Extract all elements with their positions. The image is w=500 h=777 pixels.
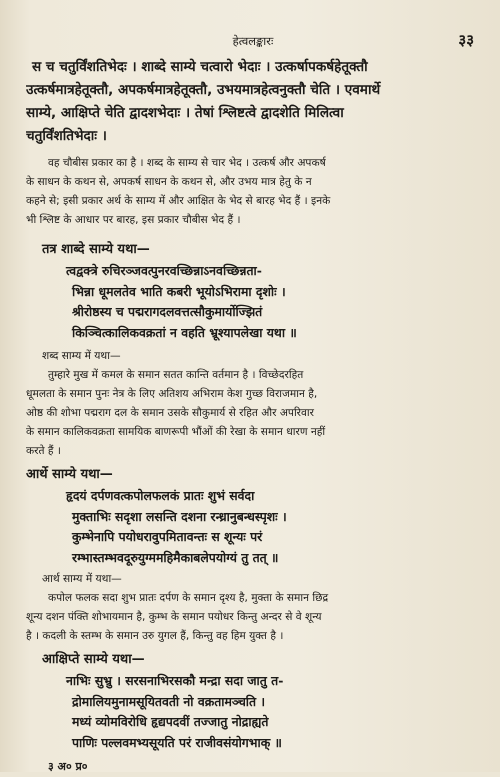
text-line: स च चतुर्विंशतिभेदः । शाब्दे साम्ये चत्वारो भेदाः । उत्कर्षापकर्षहेतूक्तौ: [32, 59, 368, 75]
text-line: के साधन के कथन से, अपकर्ष साधन के कथन से, और उभय मात्र हेतु के न: [26, 176, 312, 188]
text-line: ओष्ठ की शोभा पद्मराग दल के समान उसके सौकुमार्य से रहित और अपरिवार: [26, 407, 314, 419]
text-line: चतुर्विंशतिभेदाः ।: [26, 128, 107, 144]
verse-line: श्रीरोष्ठस्य च पद्मरागदलवत्तत्सौकुमार्योज्झितं: [72, 304, 263, 319]
section-heading: आर्थे साम्ये यथा—: [26, 467, 113, 482]
text-line: धूमलता के समान पुनः नेत्र के लिए अतिशय अभिराम केश गुच्छ विराजमान है,: [26, 388, 318, 400]
running-title: हेत्वलङ्कारः: [232, 34, 274, 48]
text-line: करते हैं ।: [26, 445, 61, 457]
page-header: [26, 30, 480, 56]
section-shabda: [26, 238, 480, 461]
intro-sanskrit-paragraph: [26, 56, 480, 148]
text-line: वह चौबीस प्रकार का है । शब्द के साम्य से चार भेद । उत्कर्ष और अपकर्ष: [48, 157, 326, 169]
page-number: ३३: [458, 31, 474, 49]
verse-line: कुम्भेनापि पयोधरावुपमितावन्तः स शून्यः परं: [72, 529, 263, 544]
text-line: साम्ये, आक्षिप्ते चेति द्वादशभेदाः । तेषां श्लिष्टत्वे द्वादशेति मिलित्वा: [26, 105, 344, 121]
verse-line: नाभिः सुभ्रु । सरसनाभिरसकौ मन्द्रा सदा जातु त-: [66, 673, 284, 688]
text-line: कहने से; इसी प्रकार अर्थ के साम्य में और आक्षित के भेद से बारह भेद हैं । इनके: [26, 195, 331, 207]
text-line: भी श्लिष्ट के आधार पर बारह, इस प्रकार चौबीस भेद हैं ।: [26, 214, 241, 226]
section-heading: तत्र शाब्दे साम्ये यथा—: [42, 242, 150, 257]
verse-line: त्वद्वक्त्रे रुचिरञ्जवत्पुनरवच्छिन्नाऽनवच्छिन्नता-: [66, 263, 262, 278]
verse-line: किञ्चित्कालिकवक्रतां न वहति भ्रूश्यापलेखा यथा ॥: [72, 324, 297, 340]
verse-line: मध्यं व्योमविरोधि हृद्यपदवीं तज्जातु नोद्राह्यते: [72, 714, 269, 729]
verse-line: द्रोमालियमुनामसूयितवती नो वक्रतामञ्चति ।: [72, 693, 266, 709]
translation-heading: आर्थ साम्य में यथा—: [42, 573, 122, 585]
text-line: है । कदली के स्तम्भ के समान उरु युगल हैं, किन्तु वह हिम युक्त है ।: [26, 630, 284, 642]
text-line: शून्य दशन पंक्ति शोभायमान है, कुम्भ के समान पयोधर किन्तु अन्दर से वे शून्य: [26, 611, 322, 623]
text-line: उत्कर्षमात्रहेतूक्तौ, अपकर्षमात्रहेतूक्तौ, उभयमात्रहेत्वनुक्तौ चेति । एवमार्थे: [26, 82, 381, 98]
intro-hindi-paragraph: [26, 154, 480, 230]
section-artha: [26, 463, 480, 646]
verse-line: मुक्ताभिः सदृशा लसन्ति दशना रन्ध्रानुबन्धस्पृशः ।: [72, 508, 287, 524]
text-line: तुम्हारे मुख में कमल के समान सतत कान्ति वर्तमान है । विच्छेदरहित: [48, 369, 304, 381]
translation-heading: शब्द साम्य में यथा—: [42, 350, 121, 362]
section-akshipta: [26, 648, 480, 753]
verse-line: पाणिः पल्लवमभ्यसूयति परं राजीवसंयोगभाक् ॥: [72, 734, 282, 750]
text-line: के समान कालिकवक्रता सामयिक बाणरूपी भौंओं की रेखा के समान धारण नहीं: [26, 426, 326, 438]
signature-mark: ३ अ० प्र०: [48, 760, 88, 773]
text-line: कपोल फलक सदा शुभ प्रातः दर्पण के समान दृश्य है, मुक्ता के समान छिद्र: [48, 592, 329, 604]
section-heading: आक्षिप्ते साम्ये यथा—: [42, 652, 145, 667]
verse-line: रम्भास्तम्भवदूरुयुग्ममहिमैकाबलेपयोग्यं तु तत् ॥: [72, 549, 279, 565]
verse-line: हृदयं दर्पणवत्कपोलफलकं प्रातः शुभं सर्वदा: [66, 488, 255, 503]
verse-line: भिन्ना धूमलतेव भाति कबरी भूयोऽभिरामा दृशोः ।: [72, 283, 286, 299]
